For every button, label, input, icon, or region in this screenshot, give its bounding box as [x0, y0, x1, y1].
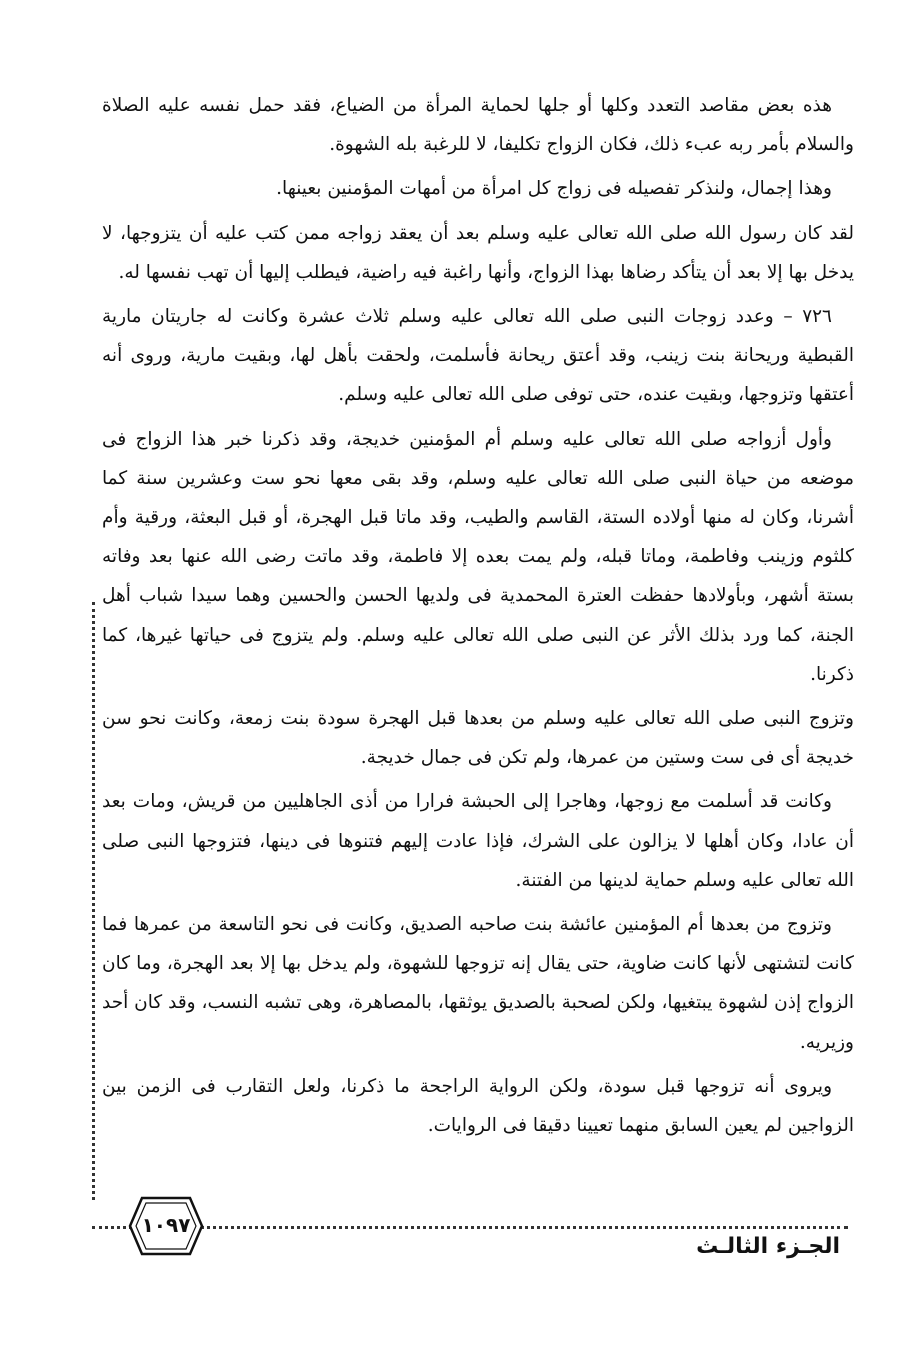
paragraph-7: وكانت قد أسلمت مع زوجها، وهاجرا إلى الحبشة فرارا من أذى الجاهليين من قريش، ومات بعد أن عادا، وكان أهلها لا يزالون على الشرك، فإذا عادت إليهم فتنوها فى دينها، فتزوجها النبى صلى الله تعالى عليه وسلم حماية لدينها من الفتنة. — [102, 791, 854, 891]
footer-rule — [188, 1226, 848, 1229]
side-ornament-border — [92, 602, 95, 1200]
paragraph-2: وهذا إجمال، ولنذكر تفصيله فى زواج كل امرأة من أمهات المؤمنين بعينها. — [276, 178, 832, 200]
paragraph-5: وأول أزواجه صلى الله تعالى عليه وسلم أم المؤمنين خديجة، وقد ذكرنا خبر هذا الزواج فى موضعه من حياة النبى صلى الله تعالى عليه وسلم، وقد بقى معها نحو ست وعشرين سنة كما أشرنا، وكان له منها أولاده الستة، القاسم والطيب، وقد ماتا قبل الهجرة، أو قبل البعثة، ورقية وأم كلثوم وزينب وفاطمة، وماتا قبله، ولم يمت بعده إلا فاطمة، وقد ماتت رضى الله عنها بعد وفاته بستة أشهر، وبأولادها حفظت العترة المحمدية فى ولديها الحسن والحسين وهما سيدا شباب أهل الجنة، كما ورد بذلك الأثر عن النبى صلى الله تعالى عليه وسلم. ولم يتزوج فى حياتها غيرها، كما ذكرنا. — [102, 428, 854, 685]
paragraph-9: ويروى أنه تزوجها قبل سودة، ولكن الرواية الراجحة ما ذكرنا، ولعل التقارب فى الزمن بين الزواجين لم يعين السابق منهما تعيينا دقيقا فى الروايات. — [102, 1075, 854, 1137]
paragraph-3: لقد كان رسول الله صلى الله تعالى عليه وسلم بعد أن يعقد زواجه ممن كتب عليه أن يتزوجها، لا يدخل بها إلا بعد أن يتأكد رضاها بهذا الزواج، وأنها راغبة فيه راضية، فيطلب إليها أن تهب نفسها له. — [102, 222, 854, 283]
page-body — [102, 86, 854, 1150]
footer-rule-left — [92, 1226, 132, 1229]
paragraph-6: وتزوج النبى صلى الله تعالى عليه وسلم من بعدها قبل الهجرة سودة بنت زمعة، وكانت نحو سن خديجة أى فى ست وستين من عمرها، ولم تكن فى جمال خديجة. — [102, 708, 854, 769]
paragraph-8: وتزوج من بعدها أم المؤمنين عائشة بنت صاحبه الصديق، وكانت فى نحو التاسعة من عمرها فما كانت لتشتهى لأنها كانت ضاوية، حتى يقال إنه تزوجها للشهوة، ولم يدخل بها إلا بعد الهجرة، وما كان الزواج إذن لشهوة يبتغيها، ولكن لصحبة بالصديق يوثقها، بالمصاهرة، وهى تشبه النسب، وقد كان أحد وزيريه. — [102, 914, 854, 1053]
part-label: الجـزء الثالـث — [696, 1234, 840, 1259]
paragraph-4: ٧٢٦ – وعدد زوجات النبى صلى الله تعالى عليه وسلم ثلاث عشرة وكانت له جاريتان مارية القبطية وريحانة بنت زينب، وقد أعتق ريحانة فأسلمت، ولحقت بأهل لها، وبقيت مارية، وروى أنه أعتقها وتزوجها، وبقيت عنده، حتى توفى صلى الله تعالى عليه وسلم. — [102, 306, 854, 406]
page-number: ١٠٩٧ — [141, 1213, 191, 1237]
paragraph-1: هذه بعض مقاصد التعدد وكلها أو جلها لحماية المرأة من الضياع، فقد حمل نفسه عليه الصلاة والسلام بأمر ربه عبء ذلك، فكان الزواج تكليفا، لا للرغبة بله الشهوة. — [102, 95, 854, 156]
page-number-badge — [128, 1194, 204, 1258]
